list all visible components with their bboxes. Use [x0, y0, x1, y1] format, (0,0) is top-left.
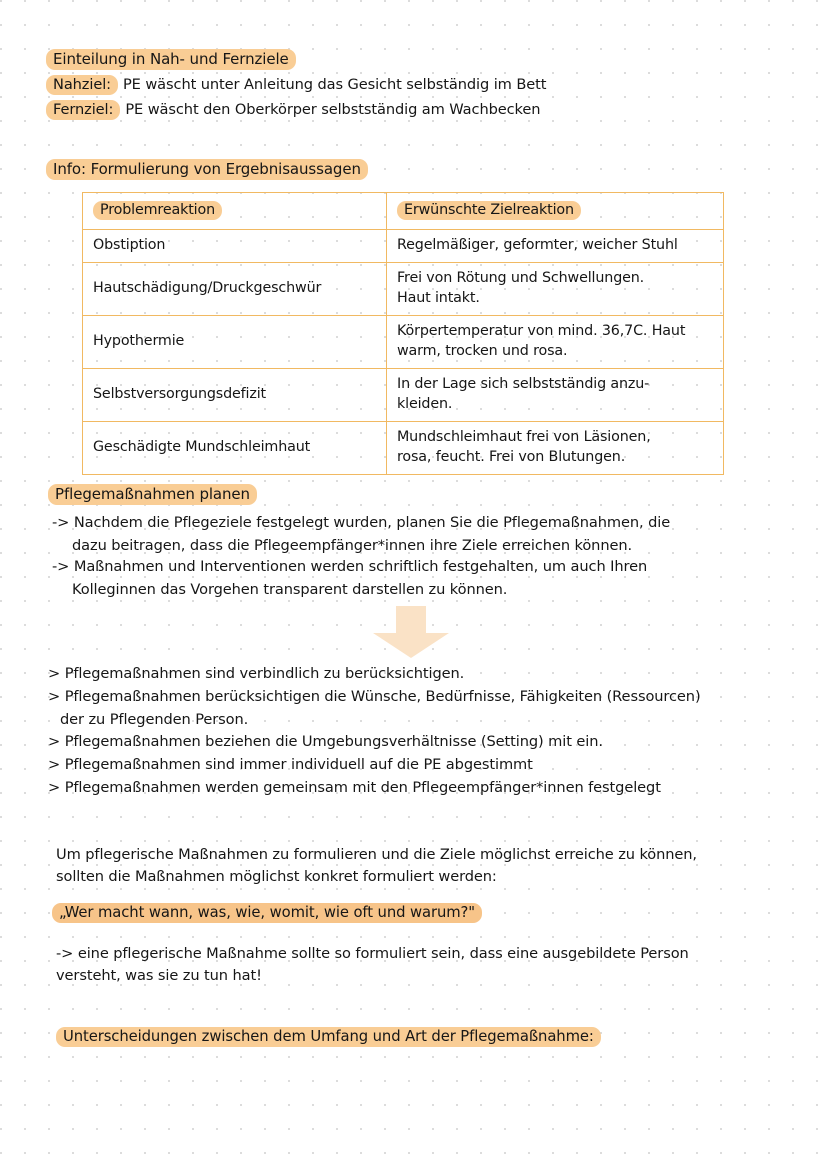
cell-line: Haut intakt.: [397, 289, 480, 306]
table-row: [83, 229, 724, 263]
paragraph-line: versteht, was sie zu tun hat!: [56, 966, 262, 984]
bullet-marker: >: [48, 755, 61, 773]
quote-line: [52, 902, 482, 923]
bullet-marker: >: [48, 778, 61, 796]
cell-problemreaktion: Selbstversorgungsdefizit: [83, 369, 387, 422]
fernziel-label: Fernziel:: [46, 100, 120, 120]
highlight-band: Erwünschte Zielreaktion: [397, 201, 581, 220]
bullet-marker: >: [48, 688, 61, 705]
highlight-band: „Wer macht wann, was, wie, womit, wie oft und warum?": [52, 903, 482, 923]
fernziel-text: PE wäscht den Oberkörper selbstständig am Wachbecken: [125, 101, 541, 118]
cell-line: kleiden.: [397, 395, 453, 412]
bullet-marker: >: [48, 732, 61, 750]
cell-zielreaktion: [387, 369, 724, 422]
list-item: [48, 686, 768, 708]
bullet-text: Pflegemaßnahmen beziehen die Umgebungsverhältnisse (Setting) mit ein.: [64, 732, 603, 750]
closing-paragraph-2: [56, 943, 689, 986]
highlight-band: Unterscheidungen zwischen dem Umfang und Art der Pflegemaßnahme:: [56, 1027, 601, 1047]
bullet-text: Pflegemaßnahmen sind immer individuell auf die PE abgestimmt: [64, 755, 533, 773]
cell-problemreaktion: Obstiption: [83, 229, 387, 263]
cell-problemreaktion: Hautschädigung/Druckgeschwür: [83, 263, 387, 316]
cell-line: Körpertemperatur von mind. 36,7C. Haut: [397, 323, 686, 339]
cell-line: Frei von Rötung und Schwellungen.: [397, 270, 645, 286]
cell-line: In der Lage sich selbstständig anzu-: [397, 376, 650, 392]
bullet-text: Pflegemaßnahmen sind verbindlich zu berücksichtigen.: [64, 665, 465, 682]
paragraph-line: sollten die Maßnahmen möglichst konkret formuliert werden:: [56, 867, 497, 885]
table-header-problemreaktion: [83, 193, 387, 230]
highlight-band: Problemreaktion: [93, 201, 222, 220]
cell-problemreaktion: Hypothermie: [83, 316, 387, 369]
cell-line: warm, trocken und rosa.: [397, 342, 568, 359]
list-item: [48, 754, 768, 776]
cell-problemreaktion: Geschädigte Mundschleimhaut: [83, 422, 387, 475]
bullet-continuation: der zu Pflegenden Person.: [60, 711, 249, 728]
fernziel-row: [46, 99, 546, 121]
table-row: [83, 369, 724, 422]
plan-point-continuation: dazu beitragen, dass die Pflegeempfänger*innen ihre Ziele erreichen können.: [72, 536, 633, 554]
table-header-zielreaktion: [387, 193, 724, 230]
bullet-text: Pflegemaßnahmen werden gemeinsam mit den Pflegeempfänger*innen festgelegt: [64, 778, 661, 796]
table-row: [83, 422, 724, 475]
table-header-row: [83, 193, 724, 230]
list-item: [48, 663, 768, 685]
plan-points-list: [52, 512, 752, 600]
section-heading-nah-fernziele: [46, 49, 546, 71]
highlight-band: Einteilung in Nah- und Fernziele: [46, 49, 296, 70]
nahziel-text: PE wäscht unter Anleitung das Gesicht selbständig im Bett: [122, 76, 547, 93]
nahziel-row: [46, 74, 546, 96]
cell-line: rosa, feucht. Frei von Blutungen.: [397, 448, 626, 465]
plan-point: [52, 556, 752, 578]
ergebnisaussagen-table: [82, 192, 724, 475]
cell-zielreaktion: [387, 229, 724, 263]
table-row: [83, 263, 724, 316]
cell-line: Regelmäßiger, geformter, weicher Stuhl: [397, 236, 678, 253]
highlight-band: Info: Formulierung von Ergebnisaussagen: [46, 159, 368, 180]
cell-zielreaktion: [387, 422, 724, 475]
bullet-list: [48, 663, 768, 800]
nahziel-label: Nahziel:: [46, 75, 118, 95]
cell-zielreaktion: [387, 316, 724, 369]
plan-point-marker: ->: [52, 514, 70, 531]
highlight-band: Pflegemaßnahmen planen: [48, 484, 257, 505]
plan-point: [52, 512, 752, 534]
plan-point-text: Nachdem die Pflegeziele festgelegt wurden, planen Sie die Pflegemaßnahmen, die: [73, 514, 671, 531]
list-item: [48, 777, 768, 799]
section-nah-fernziele: [46, 49, 546, 124]
cell-zielreaktion: [387, 263, 724, 316]
paragraph-line: Um pflegerische Maßnahmen zu formulieren und die Ziele möglichst erreiche zu können,: [56, 846, 697, 863]
plan-heading: [48, 484, 257, 505]
info-heading: [46, 159, 368, 180]
bullet-marker: >: [48, 665, 61, 682]
list-item: [48, 731, 768, 753]
down-arrow-icon: [371, 606, 451, 658]
closing-paragraph-1: [56, 844, 697, 887]
bullet-text: Pflegemaßnahmen berücksichtigen die Wünsche, Bedürfnisse, Fähigkeiten (Ressourcen): [64, 688, 701, 705]
table-row: [83, 316, 724, 369]
paragraph-line: -> eine pflegerische Maßnahme sollte so formuliert sein, dass eine ausgebildete Person: [56, 945, 689, 962]
plan-point-marker: ->: [52, 558, 70, 575]
plan-point-text: Maßnahmen und Interventionen werden schriftlich festgehalten, um auch Ihren: [73, 558, 648, 575]
bottom-heading: [56, 1026, 601, 1047]
plan-point-continuation: Kolleginnen das Vorgehen transparent darstellen zu können.: [72, 580, 508, 598]
cell-line: Mundschleimhaut frei von Läsionen,: [397, 429, 651, 445]
